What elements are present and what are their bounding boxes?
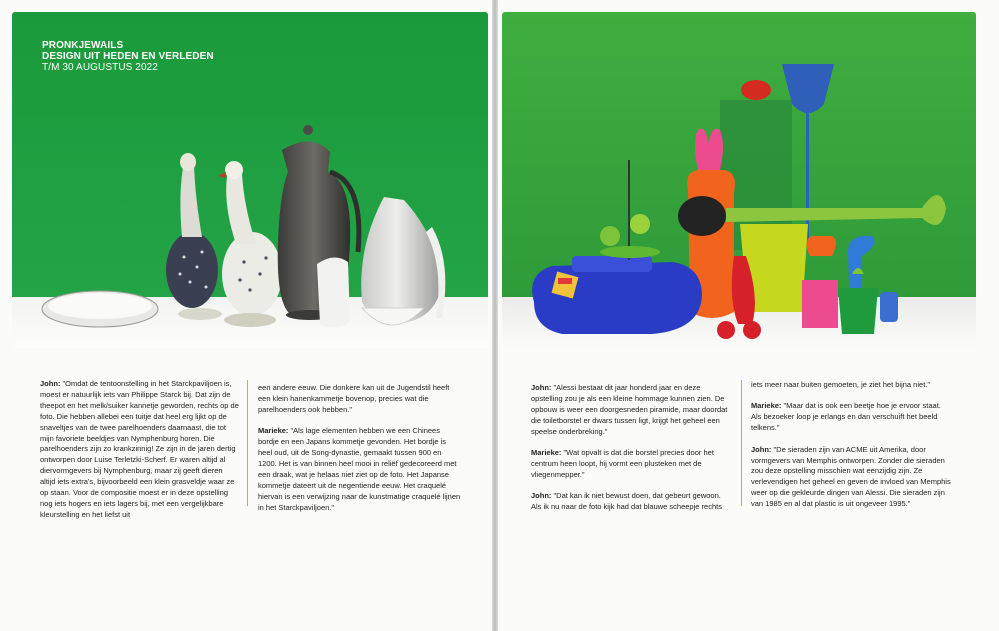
left-page-text-column-2 (258, 383, 461, 524)
paragraph (531, 491, 731, 513)
right-page-text-column-2 (751, 380, 951, 521)
exhibition-subtitle: DESIGN UIT HEDEN EN VERLEDEN (42, 51, 214, 62)
exhibition-header (42, 40, 214, 74)
paragraph (531, 448, 731, 481)
paragraph-text: "Maar dat is ook een beetje hoe je ervoor staat. Als bezoeker loop je erlangs en dan verschuift het beeld telkens." (751, 401, 941, 433)
speaker-label: John: (751, 444, 772, 454)
speaker-label: John: (40, 379, 61, 388)
right-page-text-column-1 (531, 383, 731, 524)
speaker-label: Marieke: (258, 426, 289, 436)
paragraph-text: "De sieraden zijn van ACME uit Amerika, door vormgevers van Memphis ontworpen. Zonder die sieraden zou deze opstelling misschien wat eenzijdig zijn. Ze verlevendigen het geheel en geven de invloed van Memphis weer op die gekleurde dingen van Alessi. Die sieraden zijn van 1985 en al dat plastic is uit ongeveer 1995." (751, 444, 951, 509)
paragraph-text: "Alessi bestaat dit jaar honderd jaar en deze opstelling zou je als een kleine hommage kunnen zien. De opbouw is weer een doorgesneden piramide, maar doordat die toiletborstel er dwars tussen ligt, krijgt het geheel een speelse onderbreking." (531, 383, 728, 436)
paragraph (258, 426, 461, 513)
paragraph (40, 379, 240, 521)
paragraph (751, 401, 951, 434)
paragraph-text: een andere eeuw. Die donkere kan uit de Jugendstil heeft een klein hanenkammetje bovenop, precies wat die parelhoenders ook hebben." (258, 383, 450, 414)
paragraph (751, 445, 951, 510)
exhibition-dates: T/M 30 AUGUSTUS 2022 (42, 62, 158, 73)
speaker-label: John: (531, 383, 552, 392)
page-gutter (492, 0, 498, 631)
speaker-label: John: (531, 491, 552, 501)
paragraph-text: "Als lage elementen hebben we een Chinees bordje en een Japans kommetje gevonden. Het bordje is heel oud, uit de Song-dynastie, gemaakt tussen 900 en 1200. Het is van binnen heel mooi in reliëf gedecoreerd met een draak, wat je helaas niet ziet op de foto. Het Japanse kommetje dateert uit de negentiende eeuw. Het craquelé hiervan is een verwijzing naar de kunstmatige craquelé lijnen in het Starckpaviljoen." (258, 426, 461, 512)
paragraph-text: "Wat opvalt is dat die borstel precies door het centrum heen loopt, hij vormt een plusteken met de vliegenmepper." (531, 448, 714, 479)
alessi-still-life-illustration (502, 12, 976, 348)
column-divider (247, 380, 248, 506)
column-divider (741, 380, 742, 506)
speaker-label: Marieke: (751, 401, 782, 411)
paragraph (751, 380, 951, 391)
exhibition-name: PRONKJEWAILS (42, 40, 124, 51)
left-page-text-column-1 (40, 379, 240, 531)
paragraph-text: "Dat kan ik niet bewust doen, dat gebeurt gewoon. Als ik nu naar de foto kijk had dat blauwe scheepje rechts (531, 491, 722, 512)
speaker-label: Marieke: (531, 448, 562, 458)
paragraph (258, 383, 461, 416)
paragraph (531, 383, 731, 438)
paragraph-text: iets meer naar buiten gemoeten, je ziet het bijna niet." (751, 380, 931, 389)
right-still-life-photo (502, 12, 976, 348)
paragraph-text: "Omdat de tentoonstelling in het Starckpaviljoen is, moest er natuurlijk iets van Philippe Starck bij. Dat zijn de theepot en het melk/suiker kannetje geworden, rechts op de foto. Die hebben allebei een tuitje dat heel erg lijkt op de snaveltjes van de twee parelhoenders daarnaast, die tot mijn favoriete beeldjes van Nymphenburg horen. Die parelhoenders zijn zo krankzinnig! Ze zijn in de jaren dertig ontworpen door Luise Terletzki-Scherf. Er waren altijd al diervormgevers bij Nymphenburg, maar zij geeft dieren altijd iets extra's, bijvoorbeeld een klein grasveldje waar ze op staan. Voor de compositie moest er in deze opstelling nog iets hogers en iets lagers bij, met een vergelijkbare kleurstelling en het liefst uit (40, 379, 239, 519)
